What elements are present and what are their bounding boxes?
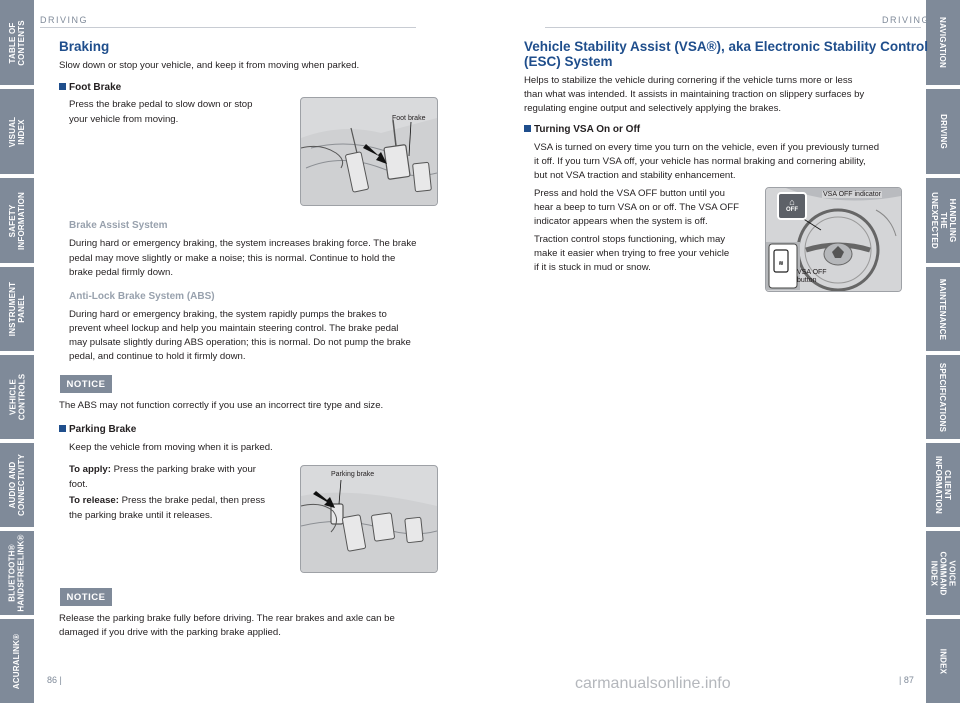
heading-parking-brake: Parking Brake <box>59 424 136 435</box>
apply-line-2: foot. <box>69 479 88 490</box>
traction-line-1: Traction control stops functioning, which may <box>534 234 726 245</box>
tab-label: VISUAL INDEX <box>8 116 26 147</box>
section-title-braking: Braking <box>59 39 110 54</box>
tab-handling-the-unexpected[interactable] <box>926 178 960 263</box>
brake-assist-line-1: During hard or emergency braking, the system increases braking force. The brake <box>69 238 417 249</box>
tab-instrument-panel[interactable] <box>0 267 34 351</box>
braking-intro: Slow down or stop your vehicle, and keep it from moving when parked. <box>59 60 360 71</box>
abs-line-4: pedal, and continue to hold it firmly down. <box>69 351 246 362</box>
notice-badge-2: NOTICE <box>60 588 112 606</box>
tab-safety-information[interactable] <box>0 178 34 263</box>
tab-driving[interactable] <box>926 89 960 174</box>
parking-brake-intro: Keep the vehicle from moving when it is parked. <box>69 442 273 453</box>
tab-label: CLIENT INFORMATION <box>934 455 953 515</box>
traction-line-3: if it is stuck in mud or snow. <box>534 262 651 273</box>
tab-label: SPECIFICATIONS <box>938 362 948 432</box>
tab-label: MAINTENANCE <box>938 278 948 340</box>
tab-audio-and-connectivity[interactable] <box>0 443 34 527</box>
tab-maintenance[interactable] <box>926 267 960 351</box>
tab-bluetooth-handsfreelink[interactable] <box>0 531 34 615</box>
tab-label: NAVIGATION <box>938 16 948 69</box>
tab-label: VEHICLE CONTROLS <box>8 373 26 421</box>
vsa-intro-line-3: regulating engine output and selectively applying the brakes. <box>524 103 782 114</box>
tab-label: VOICE COMMAND INDEX <box>929 550 957 596</box>
vsa-indicator-callout: VSA OFF indicator <box>823 191 881 198</box>
vsa-button-callout-line-1: VSA OFF <box>797 269 827 276</box>
notice-badge-1: NOTICE <box>60 375 112 393</box>
abs-line-1: During hard or emergency braking, the system rapidly pumps the brakes to <box>69 309 387 320</box>
foot-brake-line-2: your vehicle from moving. <box>69 114 179 125</box>
vsa-intro-line-1: Helps to stabilize the vehicle during cornering if the vehicle turns more or less <box>524 75 853 86</box>
vsa-button-callout <box>797 269 827 285</box>
notice-1-text: The ABS may not function correctly if you use an incorrect tire type and size. <box>59 400 384 411</box>
tab-label: AUDIO AND CONNECTIVITY <box>8 454 26 516</box>
foot-brake-figure <box>300 97 438 206</box>
tab-vehicle-controls[interactable] <box>0 355 34 439</box>
page-number-right: | 87 <box>899 675 914 685</box>
brake-assist-line-3: brake pedal firmly down. <box>69 267 173 278</box>
bullet-square-icon <box>59 425 66 432</box>
tab-table-of-contents[interactable] <box>0 0 34 85</box>
tab-specifications[interactable] <box>926 355 960 439</box>
brake-assist-line-2: pedal may move slightly or make a noise; this is normal. Continue to hold the <box>69 253 396 264</box>
heading-brake-assist: Brake Assist System <box>69 220 168 231</box>
abs-line-2: prevent wheel lockup and help you maintain steering control. The brake pedal <box>69 323 399 334</box>
tab-label: TABLE OF CONTENTS <box>8 19 27 66</box>
bullet-square-icon <box>524 125 531 132</box>
svg-text:≋: ≋ <box>778 261 784 267</box>
parking-brake-figure <box>300 465 438 573</box>
parking-brake-illustration <box>301 466 437 572</box>
apply-line-1: To apply: Press the parking brake with your <box>69 464 256 475</box>
header-rule-right <box>545 27 921 28</box>
foot-brake-line-1: Press the brake pedal to slow down or stop <box>69 99 253 110</box>
tab-label: BLUETOOTH® HANDSFREELINK® <box>8 534 27 612</box>
press-line-2: hear a beep to turn VSA on or off. The VSA OFF <box>534 202 739 213</box>
section-title-vsa-2: (ESC) System <box>524 54 613 69</box>
notice-2-line-2: damaged if you drive with the parking brake applied. <box>59 627 281 638</box>
abs-line-3: may pulsate slightly during ABS operation; this is normal. Do not pump the brake <box>69 337 411 348</box>
press-line-1: Press and hold the VSA OFF button until you <box>534 188 725 199</box>
press-line-3: indicator appears when the system is off. <box>534 216 708 227</box>
tab-label: HANDLING THE UNEXPECTED <box>929 192 957 249</box>
page-number-left: 86 | <box>47 675 62 685</box>
vsa-off-indicator-icon <box>777 192 807 220</box>
tab-visual-index[interactable] <box>0 89 34 174</box>
tab-label: SAFETY INFORMATION <box>8 191 27 250</box>
tab-index[interactable] <box>926 619 960 703</box>
running-head-right: DRIVING <box>882 15 931 25</box>
heading-abs: Anti-Lock Brake System (ABS) <box>69 291 215 302</box>
vsa-off-icon-text: OFF <box>786 207 798 213</box>
heading-turning-vsa: Turning VSA On or Off <box>524 124 640 135</box>
foot-brake-callout: Foot brake <box>392 115 426 122</box>
tab-acuralink[interactable] <box>0 619 34 703</box>
tab-voice-command-index[interactable] <box>926 531 960 615</box>
turning-line-3: but not VSA traction and stability enhancement. <box>534 170 736 181</box>
notice-2-line-1: Release the parking brake fully before driving. The rear brakes and axle can be <box>59 613 395 624</box>
header-rule-left <box>40 27 416 28</box>
turning-line-2: it off. If you turn VSA off, your vehicle has normal braking and cornering ability, <box>534 156 866 167</box>
tab-label: INSTRUMENT PANEL <box>8 281 27 337</box>
release-line-2: the parking brake until it releases. <box>69 510 213 521</box>
heading-foot-brake: Foot Brake <box>59 82 121 93</box>
tab-label: INDEX <box>938 648 948 674</box>
vsa-button-callout-line-2: button <box>797 277 817 284</box>
vsa-intro-line-2: than what was intended. It assists in maintaining traction on slippery surfaces by <box>524 89 865 100</box>
skid-car-icon: ⌂ <box>789 197 795 207</box>
tab-navigation[interactable] <box>926 0 960 85</box>
turning-line-1: VSA is turned on every time you turn on the vehicle, even if you previously turned <box>534 142 880 153</box>
tab-client-information[interactable] <box>926 443 960 527</box>
watermark: carmanualsonline.info <box>575 675 731 692</box>
traction-line-2: make it easier when trying to free your vehicle <box>534 248 730 259</box>
running-head-left: DRIVING <box>40 15 89 25</box>
tab-label: DRIVING <box>938 114 948 149</box>
tab-label: ACURALINK® <box>12 633 22 689</box>
section-title-vsa-1: Vehicle Stability Assist (VSA®), aka Electronic Stability Control <box>524 39 929 54</box>
bullet-square-icon <box>59 83 66 90</box>
release-line-1: To release: Press the brake pedal, then press <box>69 495 266 506</box>
parking-brake-callout: Parking brake <box>331 471 375 478</box>
